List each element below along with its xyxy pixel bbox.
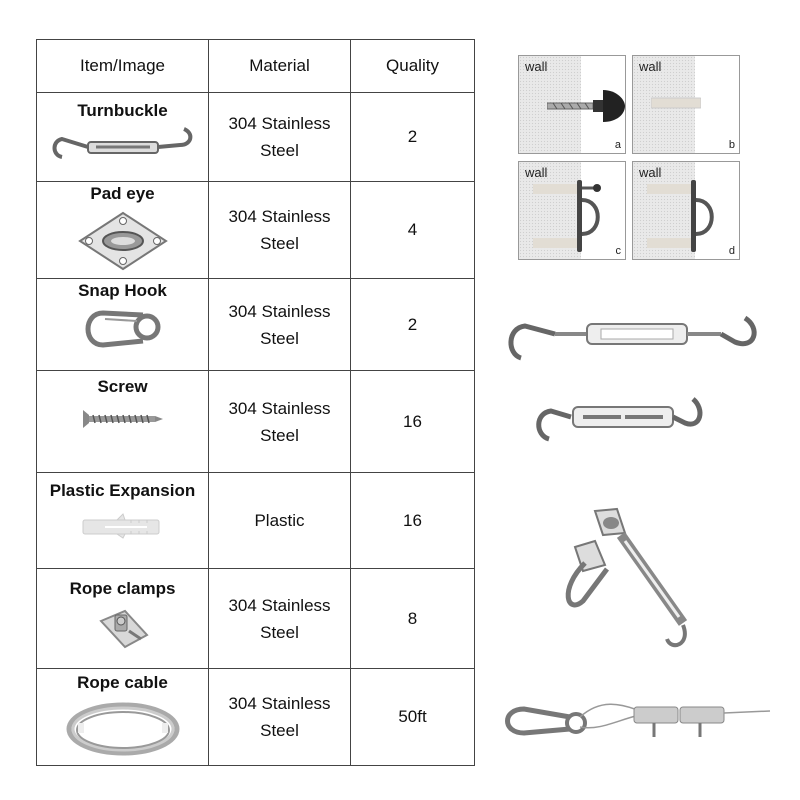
item-cell xyxy=(37,669,209,766)
turnbuckle-icon xyxy=(48,127,198,163)
table-row xyxy=(37,371,475,473)
pad-eye-mounted-icon xyxy=(643,176,739,256)
item-name: Snap Hook xyxy=(78,281,167,300)
material-cell: 304 Stainless Steel xyxy=(209,371,351,473)
pad-eye-install-icon xyxy=(529,176,625,256)
install-step-d xyxy=(632,161,740,260)
install-step-b xyxy=(632,55,740,154)
wall-label: wall xyxy=(639,59,662,74)
wall-label: wall xyxy=(525,59,548,74)
screw-icon xyxy=(81,409,165,429)
quantity-cell: 50ft xyxy=(351,669,475,766)
item-name: Rope clamps xyxy=(69,579,176,598)
step-letter: a xyxy=(614,139,621,151)
snap-hook-icon xyxy=(81,307,165,351)
drill-icon xyxy=(547,86,625,126)
turnbuckle-photo-1 xyxy=(505,312,765,362)
item-cell xyxy=(37,473,209,569)
item-cell xyxy=(37,569,209,669)
quantity-cell: 4 xyxy=(351,182,475,279)
table-row xyxy=(37,93,475,182)
item-cell xyxy=(37,93,209,182)
material-cell: 304 Stainless Steel xyxy=(209,279,351,371)
step-letter: b xyxy=(728,139,735,151)
quantity-cell: 2 xyxy=(351,279,475,371)
wall-label: wall xyxy=(525,165,548,180)
install-step-a xyxy=(518,55,626,154)
plastic-anchor-icon xyxy=(81,513,165,539)
item-name: Rope cable xyxy=(77,673,168,692)
header-row xyxy=(37,40,475,93)
wire-coil-icon xyxy=(64,695,182,757)
material-cell: 304 Stainless Steel xyxy=(209,182,351,279)
material-cell: 304 Stainless Steel xyxy=(209,669,351,766)
material-cell: Plastic xyxy=(209,473,351,569)
item-name: Turnbuckle xyxy=(77,101,168,120)
table-row xyxy=(37,669,475,766)
header-item: Item/Image xyxy=(37,40,209,93)
quantity-cell: 2 xyxy=(351,93,475,182)
quantity-cell: 8 xyxy=(351,569,475,669)
wall-label: wall xyxy=(639,165,662,180)
snap-hook-clamp-photo xyxy=(500,697,775,747)
material-cell: 304 Stainless Steel xyxy=(209,93,351,182)
step-letter: c xyxy=(615,245,621,257)
item-cell xyxy=(37,371,209,473)
table-row xyxy=(37,279,475,371)
pad-eye-icon xyxy=(76,210,170,272)
assembly-photo xyxy=(555,505,735,655)
installation-steps xyxy=(518,55,738,263)
quantity-cell: 16 xyxy=(351,473,475,569)
header-material: Material xyxy=(209,40,351,93)
item-name: Pad eye xyxy=(90,184,155,203)
install-step-c xyxy=(518,161,626,260)
item-name: Screw xyxy=(97,377,148,396)
item-cell xyxy=(37,182,209,279)
turnbuckle-photo-2 xyxy=(535,395,715,445)
anchor-icon xyxy=(651,96,701,110)
table-row xyxy=(37,569,475,669)
spec-table xyxy=(36,39,475,766)
rope-clamp-icon xyxy=(95,605,151,651)
header-quality: Quality xyxy=(351,40,475,93)
item-name: Plastic Expansion xyxy=(49,481,196,500)
material-cell: 304 Stainless Steel xyxy=(209,569,351,669)
item-cell xyxy=(37,279,209,371)
table-row xyxy=(37,182,475,279)
quantity-cell: 16 xyxy=(351,371,475,473)
step-letter: d xyxy=(728,245,735,257)
table-row xyxy=(37,473,475,569)
